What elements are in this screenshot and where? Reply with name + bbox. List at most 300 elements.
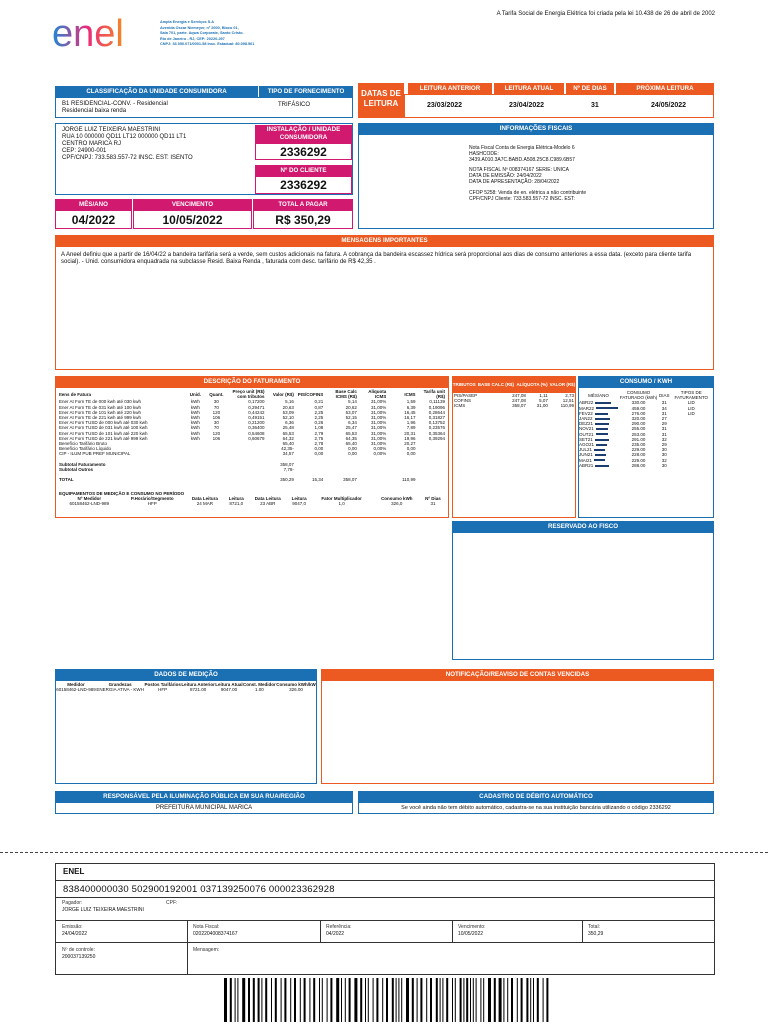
equip-header-cell: Consumo kWh [381, 496, 413, 502]
fat-cell: 5,14 [348, 399, 357, 405]
fisco-header: RESERVADO AO FISCO [452, 521, 714, 532]
fat-header-cell: ICMS [404, 391, 416, 397]
barcode-bar [463, 978, 464, 1022]
fat-cell: 120 [212, 409, 221, 415]
barcode-bar [248, 978, 250, 1022]
fat-cell: 16,45 [404, 409, 416, 415]
fat-cell: 0,31827 [428, 415, 445, 421]
mes-value: 04/2022 [55, 210, 132, 229]
cons-value: 229.00 [631, 457, 646, 463]
leituras-box [404, 94, 714, 118]
trib-cell: ICMS [454, 403, 466, 409]
mensagens-header: MENSAGENS IMPORTANTES [55, 235, 714, 246]
fat-cell: 65,40 [345, 441, 357, 447]
equip-header-cell: P.Horário/Segmento [130, 496, 174, 502]
fat-cell: 2,25 [314, 415, 324, 421]
barcode-bar [253, 978, 255, 1022]
mensagem-text: A Aneel definiu que a partir de 16/04/22 a bandeira tarifária será a verde, sem custos adicionais na fatura. A cobrança da bandeira escassez hídrica será proporcional aos dias de consumo anteriores a essa data. (exceto para cliente tarifa social). - Unid. consumidora enquadrada na subclasse Resid. Baixa Renda , faturada com desc. tarifário de R$ 42,35 . [61, 252, 692, 265]
barcode-bar [401, 978, 402, 1022]
barcode-bar [530, 978, 531, 1022]
total-icms: 110,99 [402, 477, 416, 483]
fat-cell: 52,15 [345, 415, 357, 421]
fat-cell: 106 [212, 415, 221, 421]
fat-cell: 70 [213, 425, 219, 431]
fat-cell: 0,11139 [429, 399, 445, 405]
subtotal-value: 7,78- [283, 466, 294, 472]
tariff-note: A Tarifa Social de Energia Elétrica foi criada pela lei 10.438 de 26 de abril de 2002 [496, 11, 715, 17]
barcode-bar [304, 978, 306, 1022]
barcode-bar [258, 978, 260, 1022]
fat-cell: 20,27 [404, 441, 416, 447]
cons-type: LID [687, 400, 695, 406]
fat-cell: 0,39294 [428, 435, 445, 441]
equip-cell: 8721,0 [229, 501, 244, 507]
proxima-leitura-header: PRÓXIMA LEITURA [616, 83, 714, 94]
fat-cell: 0,49151 [248, 415, 265, 421]
cons-row [579, 463, 713, 468]
total-pis: 15,34 [312, 477, 324, 483]
fat-cell: 31,00% [370, 425, 387, 431]
instalacao-header: INSTALAÇÃO / UNIDADE CONSUMIDORA [255, 125, 352, 143]
barcode-bar [319, 978, 320, 1022]
barcode-bar [294, 978, 296, 1022]
total-row [59, 477, 445, 482]
fat-cell: 31,00% [370, 399, 387, 405]
barcode-bar [466, 978, 468, 1022]
cliente-box: JORGE LUIZ TEIXEIRA MAESTRINI RUA 10 000000 QD11 LT12 000000 QD11 LT1 CENTRO MARICA RJ CEP: 24900-001 CPF/CNPJ: 733.583.557-72 INSC. EST: ISENTO [55, 123, 353, 195]
trib-cell: 31,00 [536, 403, 548, 409]
cons-days: 34 [661, 405, 667, 411]
trib-header-cell: BASE CALC (R$) [477, 381, 515, 387]
fat-cell: 53,07 [345, 409, 357, 415]
cons-month-label: AGO21 [579, 442, 595, 448]
barcode-bar [376, 978, 378, 1022]
instalacao-value: 2336292 [255, 143, 352, 160]
cons-month [579, 463, 618, 468]
barcode-bar [327, 978, 328, 1022]
stub-brand: ENEL [63, 867, 85, 876]
cons-type: LID [687, 405, 695, 411]
cons-value: 255.00 [631, 426, 646, 432]
barcode-bar [271, 978, 272, 1022]
cons-value: 288.00 [631, 462, 646, 468]
fat-header-cell: Valor (R$) [272, 391, 294, 397]
fat-cell: 31,00% [370, 435, 387, 441]
barcode-bar [412, 978, 414, 1022]
venc-header: VENCIMENTO [133, 199, 252, 210]
barcode-bar [476, 978, 477, 1022]
svg-text:enel: enel [52, 14, 124, 54]
barcode-bar [480, 978, 481, 1022]
med-cell: 9047.00 [220, 687, 238, 693]
fat-cell: 0,87 [314, 404, 324, 410]
cons-days: 29 [661, 442, 667, 448]
fat-cell: 30 [213, 420, 219, 426]
classificacao-box: B1 RESIDENCIAL-CONV. - Residencial Residencial baixa renda TRIFÁSICO [55, 97, 353, 118]
fat-header-cell: Preço unit (R$) com tributos [232, 389, 265, 400]
barcode-bar [426, 978, 427, 1022]
cons-bar [595, 418, 610, 420]
equip-table [59, 496, 445, 506]
enel-logo [52, 14, 140, 54]
barcode-bar [242, 978, 245, 1022]
cons-value: 235.00 [631, 442, 646, 448]
equip-header-cell: Leitura [228, 496, 244, 502]
med-cell: 60158462-LND-989 [56, 687, 96, 693]
classificacao-header: CLASSIFICAÇÃO DA UNIDADE CONSUMIDORA [55, 86, 258, 97]
barcode-bar [235, 978, 236, 1022]
equip-cell: 24 MAR [196, 501, 213, 507]
notificacao-header: NOTIFICAÇÃO/REAVISO DE CONTAS VENCIDAS [321, 669, 714, 680]
fat-cell: 64,32 [282, 435, 294, 441]
cons-days: 30 [661, 462, 667, 468]
fat-cell: 20,62 [345, 404, 357, 410]
cons-value: 253.00 [631, 431, 646, 437]
notificacao-box [321, 680, 714, 784]
fat-cell: kWh [190, 399, 200, 405]
barcode-bar [396, 978, 397, 1022]
barcode-bar [284, 978, 286, 1022]
fat-cell: Ener At Forn TUSD de 031 kwh até 100 kwh [59, 425, 148, 431]
barcode-bar [300, 978, 301, 1022]
fat-cell: kWh [190, 404, 200, 410]
total-label: Total: [588, 924, 600, 930]
emissao-value: 24/04/2022 [62, 931, 88, 937]
fat-cell: 16,17 [404, 415, 416, 421]
fat-cell: 0,60679 [248, 435, 265, 441]
barcode-bar [345, 978, 346, 1022]
controle-value: 200037139250 [62, 954, 96, 960]
cons-days: 31 [661, 400, 667, 406]
fat-cell: kWh [190, 415, 200, 421]
nf-label: Nota Fiscal: [193, 924, 220, 930]
fat-cell: 0,13752 [428, 420, 445, 426]
cons-bar [595, 413, 608, 415]
fat-cell: Ener At Forn TUSD de 101 kwh até 220 kwh [59, 430, 148, 436]
med-header-cell: Leitura Atual [215, 682, 243, 687]
fat-cell: 70 [213, 404, 219, 410]
med-header-cell: Leitura Anterior [181, 682, 215, 687]
barcode-bar [336, 978, 339, 1022]
iluminacao-header: RESPONSÁVEL PELA ILUMINAÇÃO PÚBLICA EM SUA RUA/REGIÃO [55, 791, 353, 802]
fat-cell: 0,00 [314, 446, 324, 452]
barcode-bar [473, 978, 474, 1022]
equip-header-cell: Nº Medidor [77, 496, 102, 502]
fat-cell: 0,00 [406, 446, 416, 452]
fat-cell: 0,54608 [248, 430, 265, 436]
fat-header-cell: Quant. [209, 391, 224, 397]
fat-cell: 0,00 [406, 451, 416, 457]
fat-cell: 0,21 [314, 399, 324, 405]
cons-value: 330.00 [631, 400, 646, 406]
blank [227, 477, 265, 482]
cons-header-cell: DIAS [659, 392, 670, 398]
fat-cell: kWh [190, 409, 200, 415]
subtotal-label: Subtotal Faturamento [59, 461, 106, 467]
barcode-bar [341, 978, 342, 1022]
medicao-header: DADOS DE MEDIÇÃO [55, 669, 317, 680]
barcode-bar [442, 978, 443, 1022]
cliente-header: Nº DO CLIENTE [255, 165, 352, 176]
mensagens-box [55, 246, 714, 370]
fat-cell: Ener At Forn TE de 221 kwh até 999 kwh [59, 415, 141, 421]
blank [357, 477, 386, 482]
fat-cell: Ener At Forn TUSD de 221 kwh até 999 kwh [59, 435, 148, 441]
equip-cell: HFP [147, 501, 157, 507]
fat-cell: 0,29471 [248, 404, 265, 410]
barcode-bar [503, 978, 504, 1022]
cons-header-cell: CONSUMO FATURADO (kWh) [619, 390, 658, 401]
med-cell: 1.00 [255, 687, 264, 693]
payment-stub [55, 863, 715, 975]
cons-month-label: ABR22 [579, 400, 594, 406]
blank [185, 477, 206, 482]
cons-bar [595, 465, 609, 467]
med-header-cell: Grandezas [108, 682, 132, 687]
equip-header-cell: Data Leitura [254, 496, 281, 502]
venc-label: Vencimento: [458, 924, 486, 930]
fat-cell: Ener At Forn TE de 031 kwh até 100 kwh [59, 404, 141, 410]
mensagem-label: Mensagem: [193, 947, 220, 953]
fat-cell: 0,00% [373, 451, 387, 457]
fat-cell: 30 [213, 399, 219, 405]
consumo-header: CONSUMO / KWH [578, 376, 714, 387]
barcode-bar [281, 978, 282, 1022]
barcode-bar [368, 978, 369, 1022]
cons-bar [595, 423, 609, 425]
fat-cell: 31,00% [370, 415, 387, 421]
barcode-bar [290, 978, 291, 1022]
barcode-bar [309, 978, 310, 1022]
fat-cell: 0,17200 [248, 399, 265, 405]
cons-month-label: JUL21 [579, 447, 593, 453]
equip-header-cell: Nº Dias [425, 496, 441, 502]
cons-days: 32 [661, 457, 667, 463]
fat-cell: 20,31 [404, 430, 416, 436]
barcode-bar [440, 978, 441, 1022]
barcode-bar [452, 978, 453, 1022]
fat-cell: 0,00 [314, 451, 324, 457]
cons-value: 459.00 [631, 405, 646, 411]
fat-cell: Ener At Forn TE de 101 kwh até 220 kwh [59, 409, 141, 415]
trib-cell: COFINS [454, 398, 472, 404]
barcode-bar [417, 978, 418, 1022]
cons-bar [596, 407, 618, 409]
fat-cell: 106 [212, 435, 221, 441]
barcode-bar [382, 978, 383, 1022]
fat-cell: 34,57 [282, 451, 294, 457]
barcode-bar [237, 978, 238, 1022]
cons-month-label: MAI21 [579, 457, 593, 463]
trib-cell: 247,08 [512, 398, 526, 404]
venc-stub-value: 10/05/2022 [458, 931, 484, 937]
barcode-bar [546, 978, 548, 1022]
equip-cell: 9047,0 [292, 501, 307, 507]
med-header-cell: Medidor [67, 682, 85, 687]
fat-cell: 0,44242 [248, 409, 265, 415]
cons-days: 31 [661, 426, 667, 432]
med-cell: 8721.00 [189, 687, 207, 693]
trib-cell: 2,73 [565, 393, 574, 398]
total-header: TOTAL A PAGAR [253, 199, 353, 210]
cons-value: 229.00 [631, 447, 646, 453]
ref-value: 04/2022 [326, 931, 345, 937]
info-fiscais-box: Nota Fiscal Conta de Energia Elétrica-Modelo 6 HASHCODE: 3439.A010.3A7C.BABD.A508.25C8.C989.6B57 NOTA FISCAL Nº 008374167 SERIE: UNICA DATA DE EMISSÃO: 24/04/2022 DATA DE APRESENTAÇÃO: 28/04/2022 CFOP 5258: Venda de en. elétrica a não contribuinte CPF/CNPJ Cliente: 733.583.557-72 INSC. EST: [358, 134, 714, 229]
fat-cell: 53,09 [282, 409, 294, 415]
cons-header-cell: MÊS/ANO [588, 392, 609, 398]
barcode-bar [436, 978, 438, 1022]
trib-row [454, 403, 574, 408]
barcode-bar [354, 978, 357, 1022]
barcode-bar [224, 978, 227, 1022]
leitura-anterior: 23/03/2022 [427, 102, 463, 109]
med-header-cell: Postos Tarifários [144, 682, 181, 687]
fat-cell: 31,00% [370, 430, 387, 436]
fat-cell: 0,21200 [248, 420, 265, 426]
cons-value: 291.00 [631, 436, 646, 442]
cons-days: 31 [661, 410, 667, 416]
fat-cell: Ener At Forn TUSD de 000 kwh até 030 kwh [59, 420, 148, 426]
leitura-anterior-header: LEITURA ANTERIOR [408, 83, 492, 94]
equip-title: EQUIPAMENTOS DE MEDIÇÃO E CONSUMO NO PERÍODO [59, 491, 185, 496]
blank [206, 477, 227, 482]
fat-cell: 0,26 [314, 420, 324, 426]
barcode-bar [507, 978, 508, 1022]
consumo-box [578, 387, 714, 518]
barcode-bar [313, 978, 315, 1022]
barcode-bar [446, 978, 448, 1022]
emissao-label: Emissão: [62, 924, 83, 930]
tipo-value: TRIFÁSICO [278, 102, 311, 108]
barcode-bar [494, 978, 496, 1022]
barcode-bar [499, 978, 502, 1022]
trib-cell: 1,11 [539, 393, 548, 398]
barcode-bar [430, 978, 432, 1022]
med-cell: HFP [158, 687, 168, 693]
fat-header-cell: Alíquota ICMS [368, 389, 387, 400]
nf-value: 0202204008374167 [193, 931, 238, 937]
tipo-header: TIPO DE FORNECIMENTO [259, 86, 353, 97]
fat-cell: 20,63 [282, 404, 294, 410]
cons-month-label: JUN21 [579, 452, 593, 458]
barcode-bar [265, 978, 267, 1022]
barcode-bar [398, 978, 399, 1022]
fat-cell: 52,10 [282, 415, 294, 421]
fat-cell: 31,00% [370, 441, 387, 447]
fat-cell: 0,36400 [248, 425, 265, 431]
cons-month-label: ABR21 [579, 462, 594, 468]
equip-header-cell: Data Leitura [191, 496, 218, 502]
tributos-header [452, 376, 576, 392]
blank [416, 477, 445, 482]
fat-cell: 25,48 [282, 425, 294, 431]
subtotal-value: 358,07 [280, 461, 294, 467]
total-valor: 350,29 [280, 477, 294, 483]
barcode-bar [392, 978, 394, 1022]
cons-type: LID [687, 410, 695, 416]
fat-cell: 42,35- [281, 446, 294, 452]
fat-cell: 1,59 [406, 399, 416, 405]
barcode-bar [517, 978, 518, 1022]
barcode-bar [330, 978, 332, 1022]
venc-value: 10/05/2022 [133, 210, 252, 229]
leitura-atual: 23/04/2022 [509, 102, 545, 109]
fat-cell: Ener At Forn TE de 000 kwh até 030 kwh [59, 399, 141, 405]
faturamento-table [59, 389, 445, 482]
company-address: Ampla Energia e Serviços S.A Avenida Oscar Niemeyer, nº 2000, Bloco 01, Sala 701, parte. Aqwa Corporate, Santo Cristo. Rio de Janeiro - RJ, CEP: 20220-297 CNPJ: 33.050.071/0001-58 Insc. Estadual: 80.098.561 [160, 20, 255, 46]
fat-cell: 31,00% [370, 420, 387, 426]
cpf-label: CPF: [166, 900, 178, 906]
fat-cell: kWh [190, 425, 200, 431]
barcode [222, 978, 550, 1022]
equip-header-cell: Fator Multiplicador [321, 496, 362, 502]
barcode-bar [460, 978, 462, 1022]
fat-cell: 0,28644 [428, 409, 445, 415]
fisco-box [452, 532, 714, 660]
faturamento-header: DESCRIÇÃO DO FATURAMENTO [55, 376, 449, 387]
dias: 31 [591, 102, 599, 109]
barcode-bar [420, 978, 422, 1022]
cons-month-label: JAN22 [579, 416, 593, 422]
cons-value: 276.00 [631, 410, 646, 416]
cons-month-label: NOV21 [579, 426, 594, 432]
fat-header-cell: Itens de Fatura [59, 391, 92, 397]
fat-cell: 31,00% [370, 409, 387, 415]
cons-days: 31 [661, 431, 667, 437]
cons-month-label: SET21 [579, 436, 593, 442]
consumo-history [579, 390, 713, 468]
fat-cell: Benefício Tarifário Bruto [59, 441, 107, 447]
fat-cell: 120 [212, 430, 221, 436]
barcode-bar [543, 978, 544, 1022]
fat-cell: 2,25 [314, 409, 324, 415]
cons-bar [595, 454, 606, 456]
equip-cell: 326,0 [391, 501, 403, 507]
total-label: TOTAL [59, 477, 74, 483]
barcode-bar [275, 978, 277, 1022]
dias-header: Nº DE DIAS [566, 83, 614, 94]
cons-value: 228.00 [631, 452, 646, 458]
cons-bar [594, 449, 605, 451]
fat-cell: 64,35 [345, 435, 357, 441]
med-header-cell: Const. Medidor [243, 682, 276, 687]
barcode-bar [483, 978, 484, 1022]
barcode-bar [261, 978, 262, 1022]
cons-days: 30 [661, 447, 667, 453]
fat-cell: 1,08 [314, 425, 324, 431]
cons-month-label: OUT21 [579, 431, 594, 437]
trib-header-cell: ALÍQUOTA (%) [516, 381, 548, 387]
barcode-bar [533, 978, 534, 1022]
barcode-bar [360, 978, 362, 1022]
cons-month-label: DEZ21 [579, 421, 594, 427]
fat-cell: 65,53 [282, 430, 294, 436]
equip-cell: 31 [430, 501, 436, 507]
ref-label: Referência: [326, 924, 352, 930]
fat-cell: 7,89 [406, 425, 416, 431]
fat-header-cell: Base Calc ICMS (R$) [335, 389, 357, 400]
barcode-bar [373, 978, 374, 1022]
fat-cell: 6,39 [406, 404, 416, 410]
trib-cell: 12,51 [562, 398, 574, 404]
cons-value: 320.00 [631, 416, 646, 422]
trib-cell: 358,07 [512, 403, 526, 409]
fat-cell: 65,53 [345, 430, 357, 436]
cons-value: 290.00 [631, 421, 646, 427]
cons-days: 27 [661, 416, 667, 422]
trib-cell: 5,07 [539, 398, 548, 404]
fat-cell: 0,19096 [428, 404, 445, 410]
